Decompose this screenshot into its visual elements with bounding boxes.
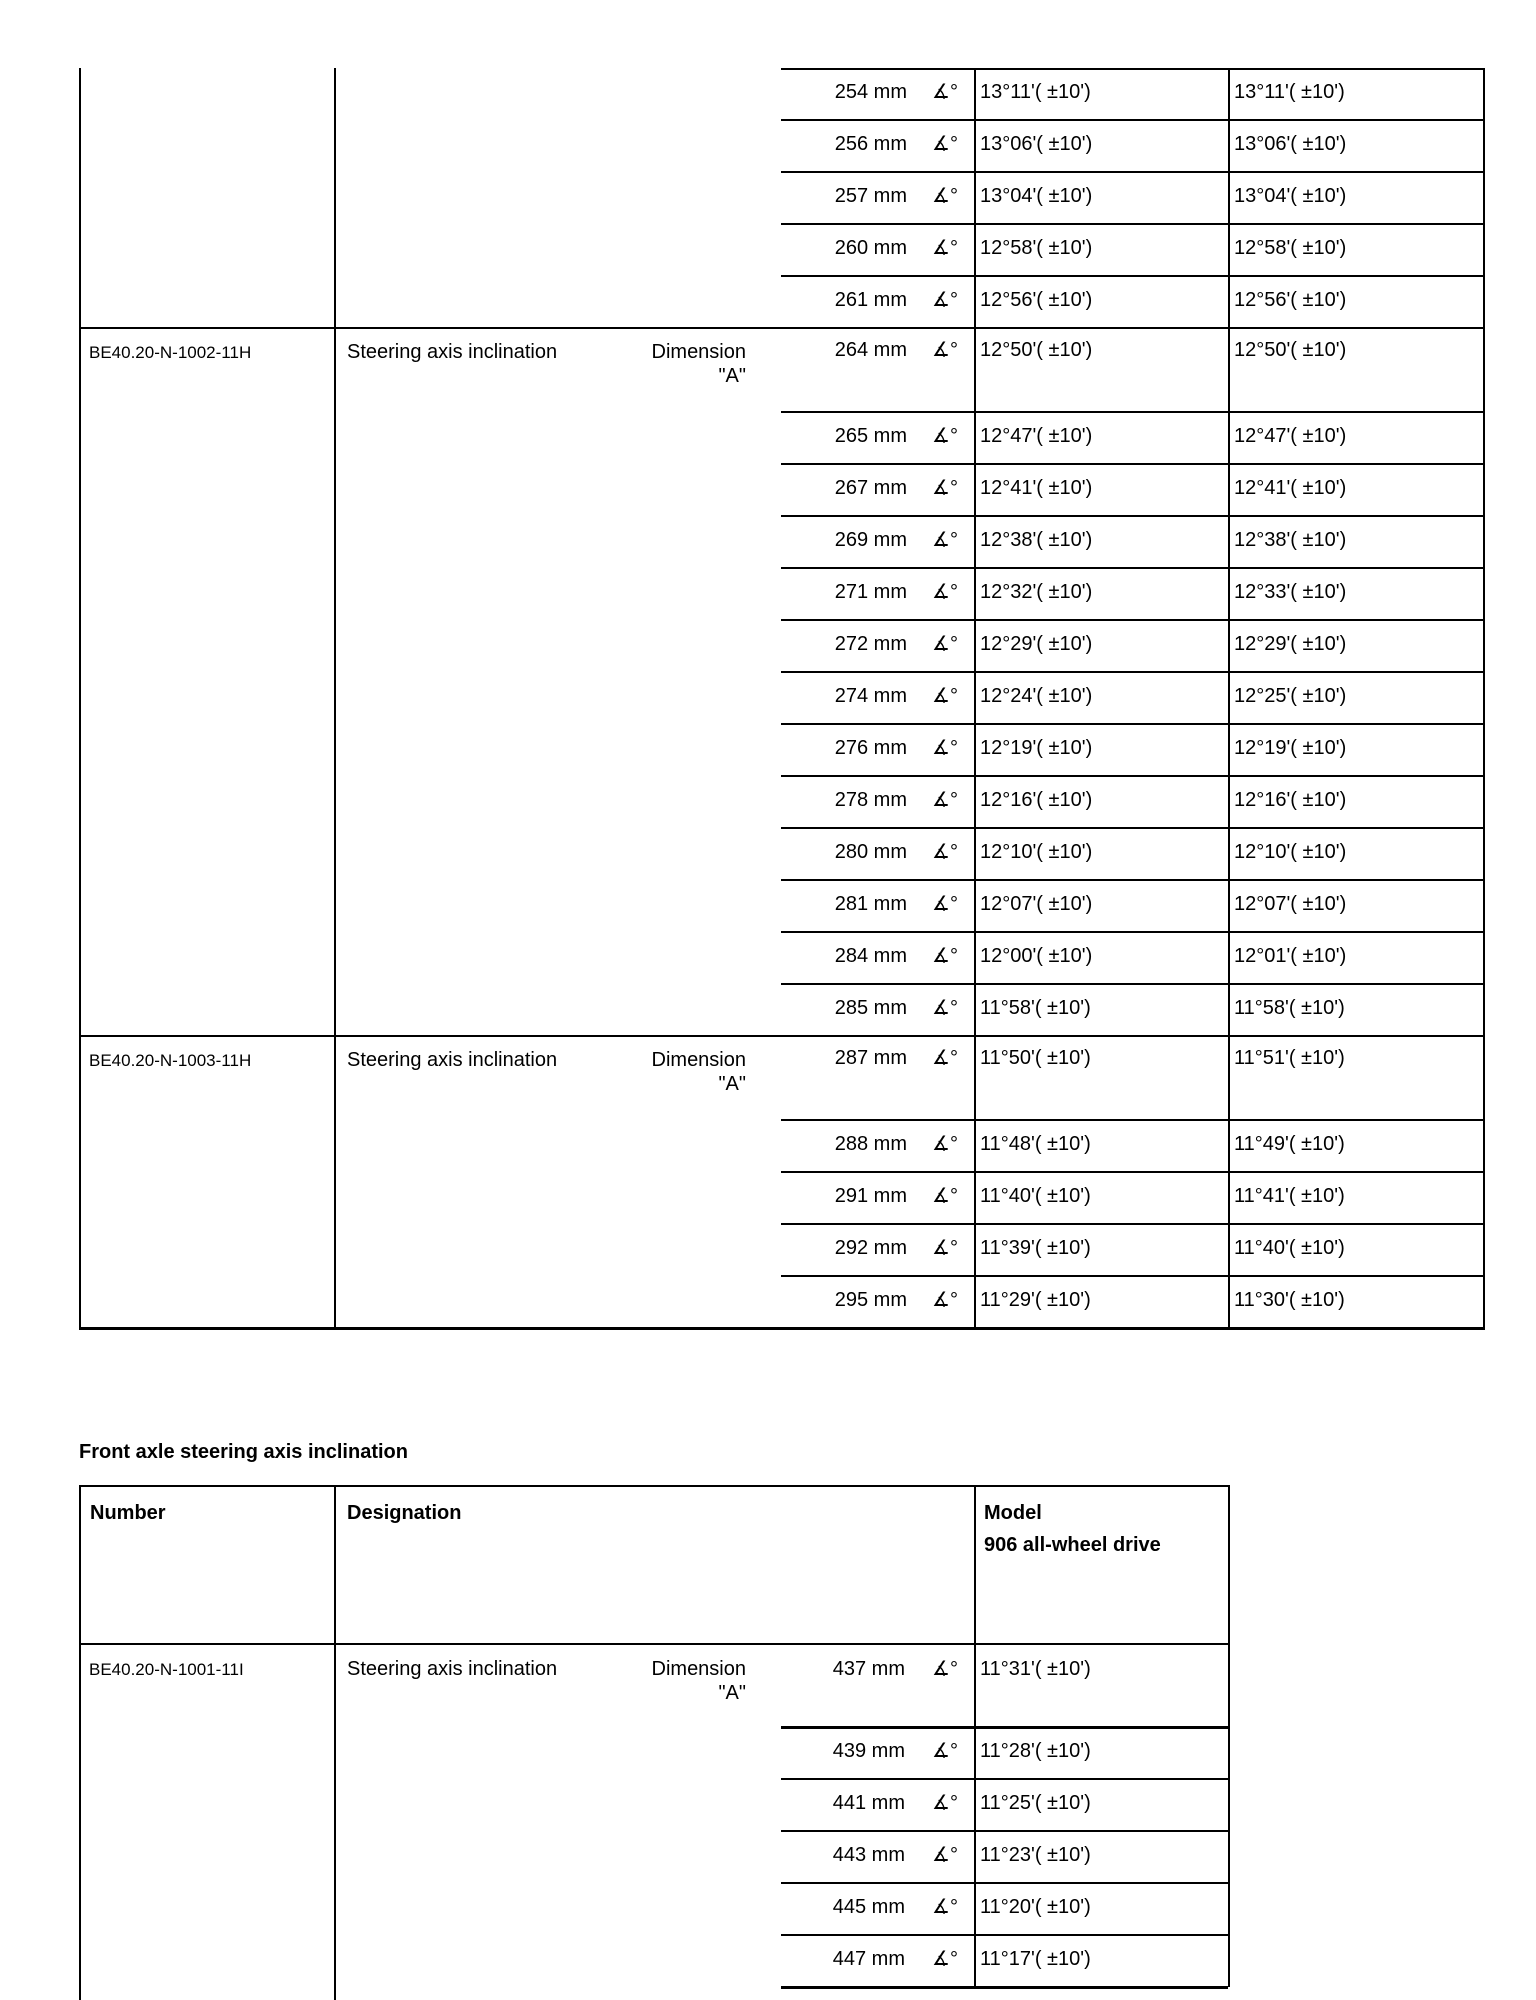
column-header-number: Number [90,1502,166,1524]
angle-icon: ∡° [932,339,958,361]
table-rule [781,1726,1228,1729]
inclination-value: 12°50'( ±10') [980,339,1093,361]
table-rule [781,1223,1483,1225]
angle-icon: ∡° [932,893,958,915]
table-rule [781,931,1483,933]
angle-icon: ∡° [932,133,958,155]
column-rule [974,1485,976,1987]
angle-icon: ∡° [932,633,958,655]
inclination-value-2: 11°58'( ±10') [1234,997,1345,1019]
inclination-value-2: 12°47'( ±10') [1234,425,1347,447]
angle-icon: ∡° [932,477,958,499]
inclination-value: 13°11'( ±10') [980,81,1091,103]
dimension-value: 254 mm [834,81,907,103]
group-designation: Steering axis inclination [347,341,558,363]
dimension-value: 276 mm [834,737,907,759]
dimension-value: 291 mm [834,1185,907,1207]
inclination-value-2: 12°58'( ±10') [1234,237,1347,259]
dimension-value: 264 mm [834,339,907,361]
dimension-value: 256 mm [834,133,907,155]
dimension-label: Dimension "A" [651,341,746,387]
inclination-value: 12°00'( ±10') [980,945,1093,967]
dimension-label: Dimension "A" [651,1049,746,1095]
dimension-value: 257 mm [834,185,907,207]
table-rule [781,515,1483,517]
inclination-value: 13°04'( ±10') [980,185,1093,207]
table-rule [781,223,1483,225]
group-number: BE40.20-N-1003-11H [89,1051,252,1070]
inclination-value-2: 12°33'( ±10') [1234,581,1347,603]
table-rule [781,1934,1228,1936]
dimension-value: 260 mm [834,237,907,259]
inclination-value: 12°41'( ±10') [980,477,1093,499]
header-separator [79,1643,1230,1645]
dimension-value: 269 mm [834,529,907,551]
table-bottom-border [79,1327,1485,1330]
angle-icon: ∡° [932,1133,958,1155]
inclination-value: 11°39'( ±10') [980,1237,1091,1259]
dimension-value: 439 mm [832,1740,905,1762]
angle-icon: ∡° [932,997,958,1019]
column-rule [1228,68,1230,1328]
inclination-value-2: 12°19'( ±10') [1234,737,1347,759]
dimension-value: 295 mm [834,1289,907,1311]
dimension-value: 445 mm [832,1896,905,1918]
inclination-value-2: 12°50'( ±10') [1234,339,1347,361]
table-rule [781,171,1483,173]
table-rule [781,119,1483,121]
table-rule [781,723,1483,725]
inclination-value: 11°28'( ±10') [980,1740,1091,1762]
group-designation: Steering axis inclination [347,1658,558,1680]
table-rule [781,879,1483,881]
angle-icon: ∡° [932,789,958,811]
angle-icon: ∡° [932,1289,958,1311]
inclination-value-2: 13°06'( ±10') [1234,133,1347,155]
angle-icon: ∡° [932,529,958,551]
inclination-value: 12°58'( ±10') [980,237,1093,259]
section-title: Front axle steering axis inclination [79,1441,408,1463]
angle-icon: ∡° [932,289,958,311]
angle-icon: ∡° [932,945,958,967]
column-rule [1483,68,1485,1328]
group-separator [79,1035,1485,1037]
inclination-value: 12°24'( ±10') [980,685,1093,707]
table-rule [781,1778,1228,1780]
dimension-value: 272 mm [834,633,907,655]
inclination-value: 13°06'( ±10') [980,133,1093,155]
angle-icon: ∡° [932,425,958,447]
inclination-value-2: 11°40'( ±10') [1234,1237,1345,1259]
table-rule [781,1986,1228,1989]
angle-icon: ∡° [932,81,958,103]
dimension-value: 278 mm [834,789,907,811]
column-rule [334,1485,336,2000]
inclination-value: 12°32'( ±10') [980,581,1093,603]
inclination-value: 11°29'( ±10') [980,1289,1091,1311]
column-rule [974,68,976,1328]
inclination-value: 11°40'( ±10') [980,1185,1091,1207]
inclination-value-2: 12°56'( ±10') [1234,289,1347,311]
column-rule [79,1485,81,2000]
angle-icon: ∡° [932,1047,958,1069]
table-rule [781,1882,1228,1884]
inclination-value: 11°50'( ±10') [980,1047,1091,1069]
dimension-value: 437 mm [832,1658,905,1680]
angle-icon: ∡° [932,237,958,259]
angle-icon: ∡° [932,1185,958,1207]
angle-icon: ∡° [932,685,958,707]
angle-icon: ∡° [932,1896,958,1918]
inclination-value-2: 12°41'( ±10') [1234,477,1347,499]
column-rule [334,68,336,1328]
dimension-value: 280 mm [834,841,907,863]
table-rule [781,619,1483,621]
angle-icon: ∡° [932,1740,958,1762]
group-number: BE40.20-N-1001-11I [89,1660,244,1679]
inclination-value: 11°58'( ±10') [980,997,1091,1019]
table-top-border [79,1485,1230,1487]
table-rule [781,463,1483,465]
inclination-value-2: 11°49'( ±10') [1234,1133,1345,1155]
table-rule [781,1830,1228,1832]
group-separator [79,327,1485,329]
inclination-value-2: 12°16'( ±10') [1234,789,1347,811]
dimension-value: 288 mm [834,1133,907,1155]
angle-icon: ∡° [932,1948,958,1970]
table-rule [781,567,1483,569]
dimension-value: 261 mm [834,289,907,311]
angle-icon: ∡° [932,737,958,759]
inclination-value-2: 11°30'( ±10') [1234,1289,1345,1311]
inclination-value: 12°56'( ±10') [980,289,1093,311]
inclination-value-2: 12°38'( ±10') [1234,529,1347,551]
inclination-value: 12°47'( ±10') [980,425,1093,447]
column-header-model-variant: 906 all-wheel drive [984,1534,1161,1556]
angle-icon: ∡° [932,1792,958,1814]
dimension-value: 284 mm [834,945,907,967]
inclination-value-2: 13°04'( ±10') [1234,185,1347,207]
table-rule [781,775,1483,777]
inclination-value: 12°10'( ±10') [980,841,1093,863]
inclination-value-2: 12°25'( ±10') [1234,685,1347,707]
inclination-value-2: 11°41'( ±10') [1234,1185,1345,1207]
dimension-value: 443 mm [832,1844,905,1866]
dimension-value: 441 mm [832,1792,905,1814]
table-rule [781,1171,1483,1173]
angle-icon: ∡° [932,1844,958,1866]
inclination-value: 11°17'( ±10') [980,1948,1091,1970]
dimension-value: 285 mm [834,997,907,1019]
inclination-value: 12°07'( ±10') [980,893,1093,915]
table-top-border [781,68,1483,70]
column-rule [1228,1485,1230,1987]
angle-icon: ∡° [932,581,958,603]
table-rule [781,1119,1483,1121]
angle-icon: ∡° [932,1658,958,1680]
dimension-value: 287 mm [834,1047,907,1069]
inclination-value-2: 12°01'( ±10') [1234,945,1347,967]
angle-icon: ∡° [932,841,958,863]
dimension-value: 281 mm [834,893,907,915]
inclination-value-2: 12°07'( ±10') [1234,893,1347,915]
table-rule [781,983,1483,985]
inclination-value: 11°23'( ±10') [980,1844,1091,1866]
dimension-label: Dimension "A" [651,1658,746,1704]
inclination-value-2: 11°51'( ±10') [1234,1047,1345,1069]
inclination-value-2: 12°29'( ±10') [1234,633,1347,655]
angle-icon: ∡° [932,1237,958,1259]
table-rule [781,1275,1483,1277]
inclination-value-2: 13°11'( ±10') [1234,81,1345,103]
column-header-designation: Designation [347,1502,462,1524]
inclination-value: 12°16'( ±10') [980,789,1093,811]
column-header-model: Model [984,1502,1042,1524]
inclination-value: 11°48'( ±10') [980,1133,1091,1155]
table-rule [781,411,1483,413]
inclination-value: 11°20'( ±10') [980,1896,1091,1918]
group-number: BE40.20-N-1002-11H [89,343,252,362]
inclination-value: 12°38'( ±10') [980,529,1093,551]
group-designation: Steering axis inclination [347,1049,558,1071]
table-rule [781,827,1483,829]
dimension-value: 265 mm [834,425,907,447]
dimension-value: 267 mm [834,477,907,499]
dimension-value: 447 mm [832,1948,905,1970]
inclination-value: 11°31'( ±10') [980,1658,1091,1680]
table-rule [781,671,1483,673]
inclination-value: 12°19'( ±10') [980,737,1093,759]
inclination-value: 12°29'( ±10') [980,633,1093,655]
dimension-value: 274 mm [834,685,907,707]
column-rule [79,68,81,1328]
table-rule [781,275,1483,277]
inclination-value-2: 12°10'( ±10') [1234,841,1347,863]
inclination-value: 11°25'( ±10') [980,1792,1091,1814]
angle-icon: ∡° [932,185,958,207]
dimension-value: 292 mm [834,1237,907,1259]
dimension-value: 271 mm [834,581,907,603]
